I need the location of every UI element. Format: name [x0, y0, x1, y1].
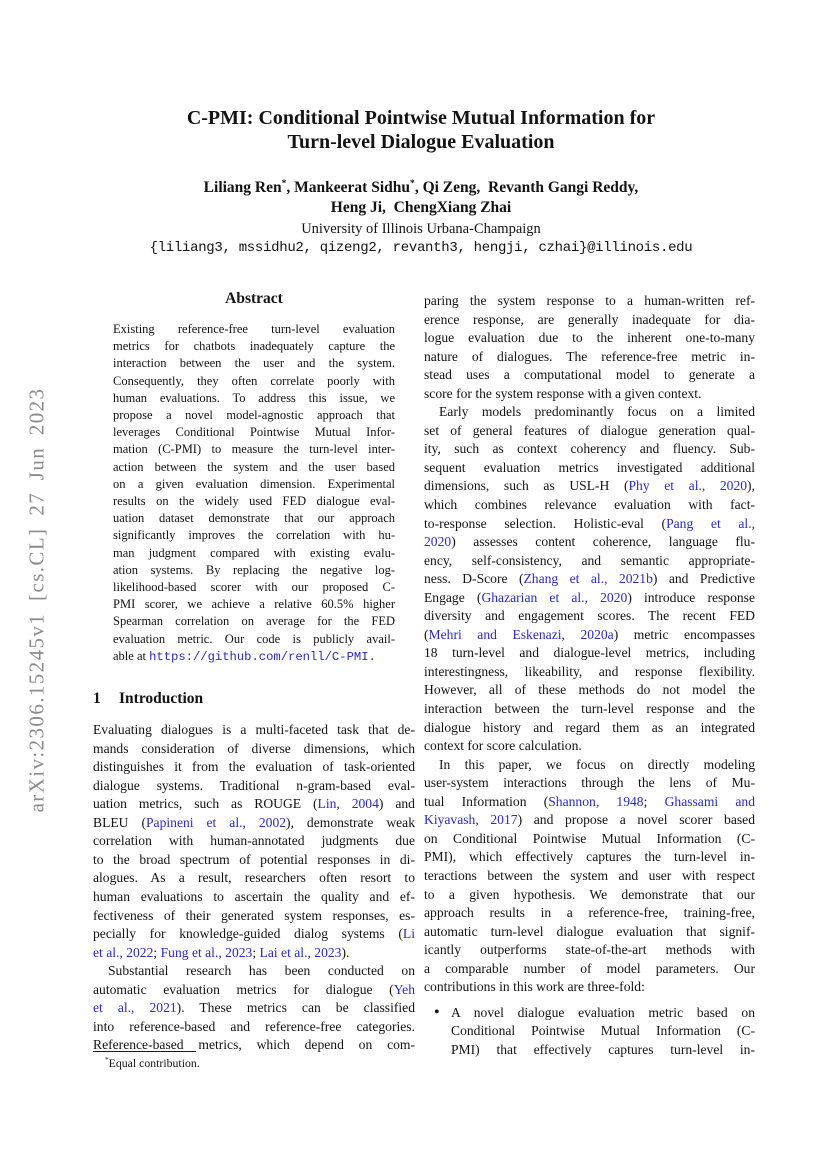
section-heading-introduction — [93, 690, 415, 708]
text-line — [93, 777, 415, 796]
text-run: Consequently, they often correlate poorly with — [113, 373, 395, 388]
text-run: Engage ( — [424, 589, 482, 605]
text-run: , Qi Zeng, Revanth Gangi Reddy, — [414, 179, 639, 196]
affiliation: University of Illinois Urbana-Champaign — [301, 221, 541, 237]
text-line — [424, 941, 755, 960]
text-line — [113, 373, 395, 390]
text-line — [451, 1022, 755, 1041]
text-line — [424, 533, 755, 552]
text-run: PMI scorer, we achieve a relative 60.5% higher — [113, 597, 395, 612]
text-run: erence response, are generally inadequate for dia- — [424, 311, 755, 327]
text-run: uation dataset demonstrate that our approach — [113, 511, 395, 526]
text-line — [113, 355, 395, 372]
text-line — [113, 338, 395, 355]
text-run: , Mankeerat Sidhu — [286, 179, 411, 196]
text-line — [424, 793, 755, 812]
paragraph — [451, 1004, 755, 1060]
text-line — [113, 424, 395, 441]
text-line — [424, 960, 755, 979]
left-column — [93, 290, 415, 1055]
text-line — [424, 477, 755, 496]
text-run: ation systems. By replacing the negative log- — [113, 562, 395, 577]
text-run: on Conditional Pointwise Mutual Information (C- — [424, 830, 755, 846]
citation-link[interactable]: Li — [402, 926, 415, 942]
text-run: Early models predominantly focus on a limited — [439, 404, 755, 420]
text-line — [424, 756, 755, 775]
paragraph — [424, 756, 755, 997]
text-run: stead uses a computational model to generate a — [424, 367, 755, 383]
text-run: diversity and engagement scores. The recent FED — [424, 608, 755, 624]
text-run: score for the system response with a given context. — [424, 385, 702, 401]
text-line — [113, 321, 395, 338]
text-run: However, all of these methods do not model the — [424, 682, 755, 698]
text-run: A novel dialogue evaluation metric based on — [451, 1004, 755, 1020]
text-line — [424, 366, 755, 385]
citation-link[interactable]: Yeh — [393, 981, 415, 997]
text-line — [93, 758, 415, 777]
text-line — [424, 607, 755, 626]
text-run: Spearman correlation on average for the FED — [113, 614, 395, 629]
text-line — [113, 441, 395, 458]
text-line — [424, 830, 755, 849]
text-line — [424, 626, 755, 645]
text-run: sequent evaluation metrics investigated additional — [424, 459, 755, 475]
text-run: automatic turn-level dialogue evaluation that signif- — [424, 923, 755, 939]
text-line — [424, 589, 755, 608]
citation-link[interactable]: Kiyavash, 2017 — [424, 812, 518, 828]
text-run: ( — [424, 626, 429, 642]
text-run: Conditional Pointwise Mutual Information (C- — [451, 1023, 755, 1039]
text-line — [113, 648, 395, 666]
text-run: able at — [113, 648, 150, 663]
text-run: man judgment compared with existing evalu- — [113, 545, 395, 560]
right-column-text — [424, 292, 755, 997]
paragraph — [113, 321, 395, 666]
text-run: icantly outperforms state-of-the-art methods with — [424, 942, 755, 958]
text-line — [113, 510, 395, 527]
text-run: results on the widely used FED dialogue eval- — [113, 494, 395, 509]
text-line — [424, 923, 755, 942]
title-line-1: C-PMI: Conditional Pointwise Mutual Information for — [186, 107, 656, 129]
text-line — [424, 403, 755, 422]
text-run: interaction between the turn-level response and the — [424, 701, 755, 717]
footnote-marker: * — [281, 177, 287, 189]
intro-left-text — [93, 721, 415, 1055]
text-line — [424, 811, 755, 830]
text-run: approach results in a reference-free, training-free, — [424, 905, 755, 921]
citation-link[interactable]: Ghassami and — [664, 793, 756, 809]
text-run: ; — [153, 944, 161, 960]
text-line — [113, 545, 395, 562]
text-run: alogues. As a result, researchers often resort to — [93, 870, 415, 886]
text-run: interestingness, likeability, and response flexibility. — [424, 663, 755, 679]
text-run: evaluation metric. Our code is publicly avail- — [113, 631, 395, 646]
text-run: ) and propose a novel scorer based — [517, 812, 756, 828]
text-line — [424, 570, 755, 589]
arxiv-stamp: arXiv:2306.15245v1 [cs.CL] 27 Jun 2023 — [24, 387, 49, 813]
text-run: nature of dialogues. The reference-free metric in- — [424, 348, 755, 364]
text-run: ), — [747, 478, 755, 494]
footnote-marker: * — [410, 177, 415, 189]
text-line — [424, 515, 755, 534]
text-line — [113, 631, 395, 648]
authors-line-2: Heng Ji, ChengXiang Zhai — [330, 198, 512, 216]
abstract-body — [113, 321, 395, 666]
paragraph — [93, 962, 415, 1055]
text-run: which combines relevance evaluation with fact- — [424, 497, 755, 513]
text-run: dimensions, such as USL-H ( — [424, 478, 629, 494]
text-run: ; — [252, 944, 260, 960]
text-run: logue evaluation due to the inherent one-to-many — [424, 330, 755, 346]
contribution-bullet — [424, 1004, 755, 1060]
text-line — [113, 527, 395, 544]
section-title: Introduction — [119, 690, 204, 708]
text-run: to the broad spectrum of potential responses in di- — [93, 851, 415, 867]
citation-link[interactable]: Papineni et al., 2002 — [145, 814, 287, 830]
paper-header — [86, 106, 756, 256]
citation-link[interactable]: Zhang et al., 2021b — [523, 571, 653, 587]
paragraph — [93, 721, 415, 962]
text-run: Substantial research has been conducted on — [108, 963, 415, 979]
text-run: ). — [341, 944, 350, 960]
text-line — [424, 644, 755, 663]
text-run: metrics for chatbots inadequately capture the — [113, 339, 395, 354]
text-run: ) and Predictive — [652, 571, 755, 587]
text-line — [424, 719, 755, 738]
text-run: context for score calculation. — [424, 738, 582, 754]
text-run: ency, self-consistency, and semantic appropriate- — [424, 552, 755, 568]
text-run: propose a novel model-agnostic approach that — [113, 408, 395, 423]
text-run: PMI) that effectively captures turn-level in- — [451, 1041, 755, 1057]
text-line — [424, 552, 755, 571]
text-line — [93, 814, 415, 833]
text-run: contributions in this work are three-fold: — [424, 979, 645, 995]
citation-link[interactable]: Lai et al., 2023 — [259, 944, 342, 960]
text-run: ), demonstrate weak — [286, 814, 416, 830]
text-line — [93, 999, 415, 1018]
text-run: a comparable number of model parameters. Our — [424, 960, 755, 976]
text-line — [424, 681, 755, 700]
paper-title — [86, 106, 756, 154]
footnote-rule — [93, 1051, 196, 1052]
code-url-link[interactable]: https://github.com/renll/C-PMI. — [149, 649, 376, 664]
text-line — [424, 292, 755, 311]
paragraph — [424, 292, 755, 403]
text-run: dialogue systems. Traditional n-gram-based eval- — [93, 777, 415, 793]
text-line — [113, 493, 395, 510]
text-line — [93, 740, 415, 759]
text-run: ) and — [378, 796, 415, 812]
citation-link[interactable]: Fung et al., 2023 — [160, 944, 253, 960]
text-run: In this paper, we focus on directly modeling — [439, 756, 755, 772]
text-run: to-response selection. Holistic-eval ( — [424, 515, 667, 531]
text-run: uation metrics, such as ROUGE ( — [93, 796, 318, 812]
text-line — [424, 496, 755, 515]
text-line — [93, 888, 415, 907]
author-emails: {liliang3, mssidhu2, qizeng2, revanth3, hengji, czhai}@illinois.edu — [149, 240, 693, 256]
text-line — [113, 390, 395, 407]
text-run: paring the system response to a human-written ref- — [424, 293, 755, 308]
text-line — [113, 459, 395, 476]
text-run: automatic evaluation metrics for dialogue ( — [93, 981, 394, 997]
bullet-icon: • — [434, 1003, 440, 1021]
text-line — [93, 851, 415, 870]
text-line — [93, 721, 415, 740]
text-run: PMI), which effectively captures the turn-level in- — [424, 849, 755, 865]
text-run: human evaluations to ascertain the quality and ef- — [93, 888, 415, 904]
text-run: ) metric encompasses — [613, 626, 756, 642]
text-line — [424, 867, 755, 886]
citation-link[interactable]: 2020 — [424, 534, 452, 550]
text-run: ity, such as context coherency and fluency. Sub- — [424, 441, 755, 457]
text-line — [93, 925, 415, 944]
text-line — [424, 440, 755, 459]
text-run: ) assesses content coherence, language flu- — [451, 534, 755, 550]
text-run: to a given hypothesis. We demonstrate that our — [424, 886, 755, 902]
text-line — [113, 407, 395, 424]
text-run: into reference-based and reference-free categories. — [93, 1018, 415, 1034]
text-line — [93, 869, 415, 888]
text-run: on a given evaluation dimension. Experimental — [113, 476, 395, 491]
text-run: user-system interactions through the lens of Mu- — [424, 775, 755, 791]
text-run: human evaluations. To address this issue, we — [113, 390, 395, 405]
text-run: Equal contribution. — [108, 1056, 200, 1070]
text-line — [113, 476, 395, 493]
text-line — [424, 774, 755, 793]
citation-link[interactable]: Mehri and Eskenazi, 2020a — [428, 626, 614, 642]
authors-line-1 — [86, 178, 756, 198]
footnote-marker: * — [105, 1055, 109, 1065]
text-run: BLEU ( — [93, 814, 146, 830]
text-run: correlation with human-annotated judgments due — [93, 833, 415, 849]
text-line — [424, 904, 755, 923]
paragraph — [424, 403, 755, 755]
citation-link[interactable]: Phy et al., 2020 — [628, 478, 748, 494]
text-run: Reference-based metrics, which depend on com- — [93, 1037, 415, 1053]
text-line — [424, 329, 755, 348]
text-run: fectiveness of their generated system responses, es- — [93, 907, 415, 923]
citation-link[interactable]: Ghazarian et al., 2020 — [481, 589, 628, 605]
text-run: action between the system and the user based — [113, 459, 395, 474]
citation-link[interactable]: Shannon, 1948 — [548, 793, 644, 809]
text-line — [93, 832, 415, 851]
text-line — [113, 579, 395, 596]
text-run: Evaluating dialogues is a multi-faceted task that de- — [93, 722, 415, 738]
text-run: mands consideration of diverse dimensions, which — [93, 740, 415, 756]
text-line — [424, 978, 755, 997]
text-run: ness. D-Score ( — [424, 571, 524, 587]
right-column — [424, 292, 755, 1059]
text-line — [424, 663, 755, 682]
text-run: distinguishes it from the evaluation of task-oriented — [93, 759, 415, 775]
title-line-2: Turn-level Dialogue Evaluation — [287, 131, 555, 153]
text-run: ; — [643, 793, 665, 809]
text-run: set of general features of dialogue generation qual- — [424, 422, 755, 438]
footnote-text — [93, 1056, 415, 1071]
text-line — [93, 1018, 415, 1037]
abstract-heading: Abstract — [225, 290, 283, 307]
text-run: dialogue history and regard them as an integrated — [424, 719, 755, 735]
text-line — [113, 562, 395, 579]
text-line — [93, 907, 415, 926]
text-line — [424, 348, 755, 367]
text-run: tual Information ( — [424, 793, 549, 809]
text-line — [424, 848, 755, 867]
bullet-text — [451, 1004, 755, 1060]
text-line — [424, 311, 755, 330]
text-run: ) introduce response — [627, 589, 756, 605]
citation-link[interactable]: Pang et al., — [666, 515, 755, 531]
citation-link[interactable]: et al., 2021 — [93, 1000, 177, 1016]
text-line — [93, 962, 415, 981]
text-line — [424, 422, 755, 441]
text-run: teractions between the system and user with respect — [424, 867, 755, 883]
text-run: 18 turn-level and dialogue-level metrics, including — [424, 645, 755, 661]
text-line — [93, 944, 415, 963]
text-run: likelihood-based scorer with our proposed C- — [113, 580, 395, 595]
text-run: Liliang Ren — [203, 179, 282, 196]
text-run: ). These metrics can be classified — [176, 1000, 416, 1016]
author-list — [86, 178, 756, 217]
text-run: pecially for knowledge-guided dialog systems ( — [93, 926, 403, 942]
citation-link[interactable]: Lin, 2004 — [317, 796, 379, 812]
text-line — [424, 737, 755, 756]
text-run: interaction between the user and the system. — [113, 356, 395, 371]
text-line — [424, 886, 755, 905]
text-line — [451, 1004, 755, 1023]
footnote — [93, 1051, 415, 1071]
text-run: Existing reference-free turn-level evaluation — [113, 322, 395, 336]
text-line — [424, 459, 755, 478]
text-run: significantly improves the correlation with hu- — [113, 528, 395, 543]
text-run: leverages Conditional Pointwise Mutual Infor- — [113, 425, 395, 440]
text-line — [113, 613, 395, 630]
text-line — [424, 700, 755, 719]
text-line — [451, 1041, 755, 1060]
text-line — [93, 795, 415, 814]
text-run: mation (C-PMI) to measure the turn-level inter- — [113, 442, 395, 457]
text-line — [93, 981, 415, 1000]
section-number: 1 — [93, 690, 101, 708]
text-line — [424, 385, 755, 404]
text-line — [113, 596, 395, 613]
citation-link[interactable]: et al., 2022 — [93, 944, 154, 960]
